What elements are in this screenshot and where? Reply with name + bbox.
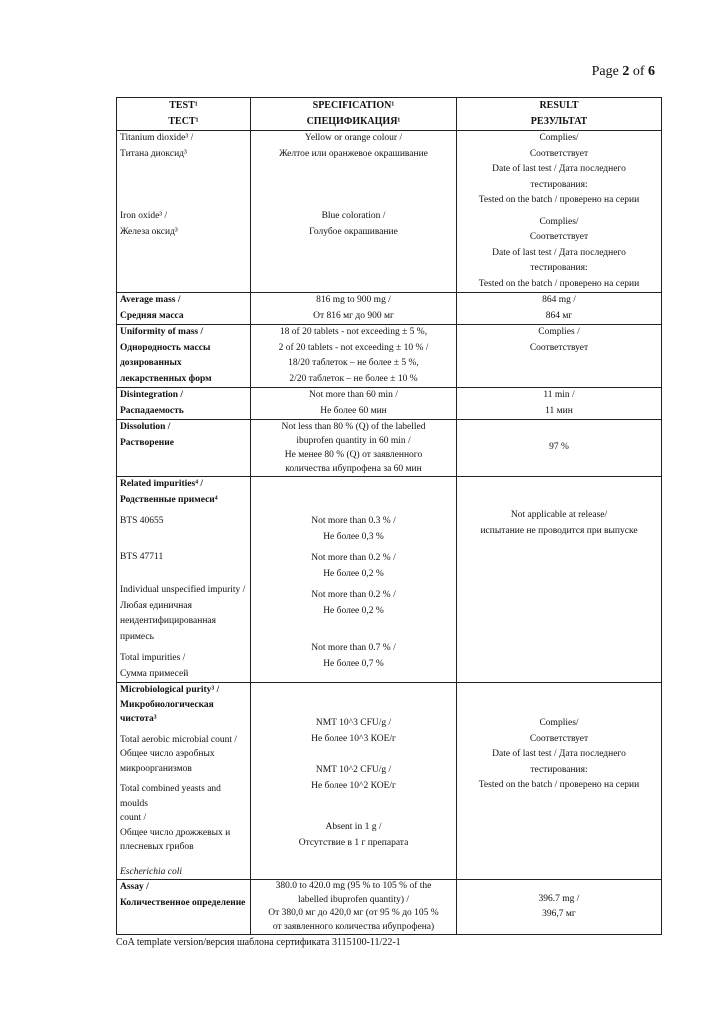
spec-cell-colour: Yellow or orange colour / Желтое или оранжевое окрашивание Blue coloration / Голубое окрашивание: [251, 131, 457, 293]
result-cell-impurities: Not applicable at release/ испытание не проводится при выпуске: [457, 477, 662, 683]
result-cell-disintegration: 11 min / 11 мин: [457, 388, 662, 420]
spec-cell-uniformity: 18 of 20 tablets - not exceeding ± 5 %, 2 of 20 tablets - not exceeding ± 10 % / 18/20 таблеток – не более ± 5 %, 2/20 таблеток – не более ± 10 %: [251, 325, 457, 388]
spec-cell-impurities: Not more than 0.3 % / Не более 0,3 % Not more than 0.2 % / Не более 0,2 % Not more than 0.2 % / Не более 0,2 % Not more than 0.7 % / Не более 0,7 %: [251, 477, 457, 683]
test-cell-assay: Assay / Количественное определение: [117, 880, 251, 935]
header-test: TEST¹ ТЕСТ¹: [117, 98, 251, 131]
test-cell-disintegration: Disintegration / Распадаемость: [117, 388, 251, 420]
header-specification: SPECIFICATION¹ СПЕЦИФИКАЦИЯ¹: [251, 98, 457, 131]
table-row-uniformity: [117, 325, 662, 388]
footer-template-version: CoA template version/версия шаблона сертификата 3115100-11/22-1: [116, 937, 401, 948]
table-row-assay: [117, 880, 662, 935]
spec-cell-microbiology: NMT 10^3 CFU/g / Не более 10^3 КОЕ/г NMT 10^2 CFU/g / Не более 10^2 КОЕ/г Absent in 1 g / Отсутствие в 1 г препарата: [251, 683, 457, 880]
spec-cell-average-mass: 816 mg to 900 mg / От 816 мг до 900 мг: [251, 293, 457, 325]
spec-cell-disintegration: Not more than 60 min / Не более 60 мин: [251, 388, 457, 420]
table-header-row: [117, 98, 662, 131]
test-cell-dissolution: Dissolution / Растворение: [117, 420, 251, 477]
spec-cell-dissolution: Not less than 80 % (Q) of the labelled ibuprofen quantity in 60 min / Не менее 80 % (Q) от заявленного количества ибупрофена за 60 мин: [251, 420, 457, 477]
result-cell-assay: 396.7 mg / 396,7 мг: [457, 880, 662, 935]
test-cell-impurities: Related impurities⁴ / Родственные примеси⁴ BTS 40655 BTS 47711 Individual unspecified impurity / Любая единичная неидентифицированная примесь Total impurities / Сумма примесей: [117, 477, 251, 683]
result-cell-uniformity: Complies / Соответствует: [457, 325, 662, 388]
page-number: Page 2 of 6: [591, 64, 655, 79]
table-row-microbiology: [117, 683, 662, 880]
test-cell-colour: Titanium dioxide³ / Титана диоксид³ Iron oxide³ / Железа оксид³: [117, 131, 251, 293]
result-cell-dissolution: 97 %: [457, 420, 662, 477]
spec-cell-assay: 380.0 to 420.0 mg (95 % to 105 % of the labelled ibuprofen quantity) / От 380,0 мг до 420,0 мг (от 95 % до 105 % от заявленного количества ибупрофена): [251, 880, 457, 935]
test-cell-microbiology: Microbiological purity³ / Микробиологическая чистота³ Total aerobic microbial count / Общее число аэробных микроорганизмов Total combined yeasts and moulds count / Общее число дрожжевых и плесневых грибов Escherichia coli: [117, 683, 251, 880]
table-row-average-mass: [117, 293, 662, 325]
result-cell-average-mass: 864 mg / 864 мг: [457, 293, 662, 325]
specification-table: [116, 97, 662, 935]
test-cell-uniformity: Uniformity of mass / Однородность массы дозированных лекарственных форм: [117, 325, 251, 388]
header-result: RESULT РЕЗУЛЬТАТ: [457, 98, 662, 131]
table-row-dissolution: [117, 420, 662, 477]
table-row-impurities: [117, 477, 662, 683]
result-cell-microbiology: Complies/ Соответствует Date of last test / Дата последнего тестирования: Tested on the batch / проверено на серии: [457, 683, 662, 880]
table-row-colour-tests: [117, 131, 662, 293]
table-row-disintegration: [117, 388, 662, 420]
test-cell-average-mass: Average mass / Средняя масса: [117, 293, 251, 325]
result-cell-colour: Complies/ Соответствует Date of last test / Дата последнего тестирования: Tested on the batch / проверено на серии Complies/ Соответствует Date of last test / Дата последнего тестирования: Tested on the batch / проверено на серии: [457, 131, 662, 293]
